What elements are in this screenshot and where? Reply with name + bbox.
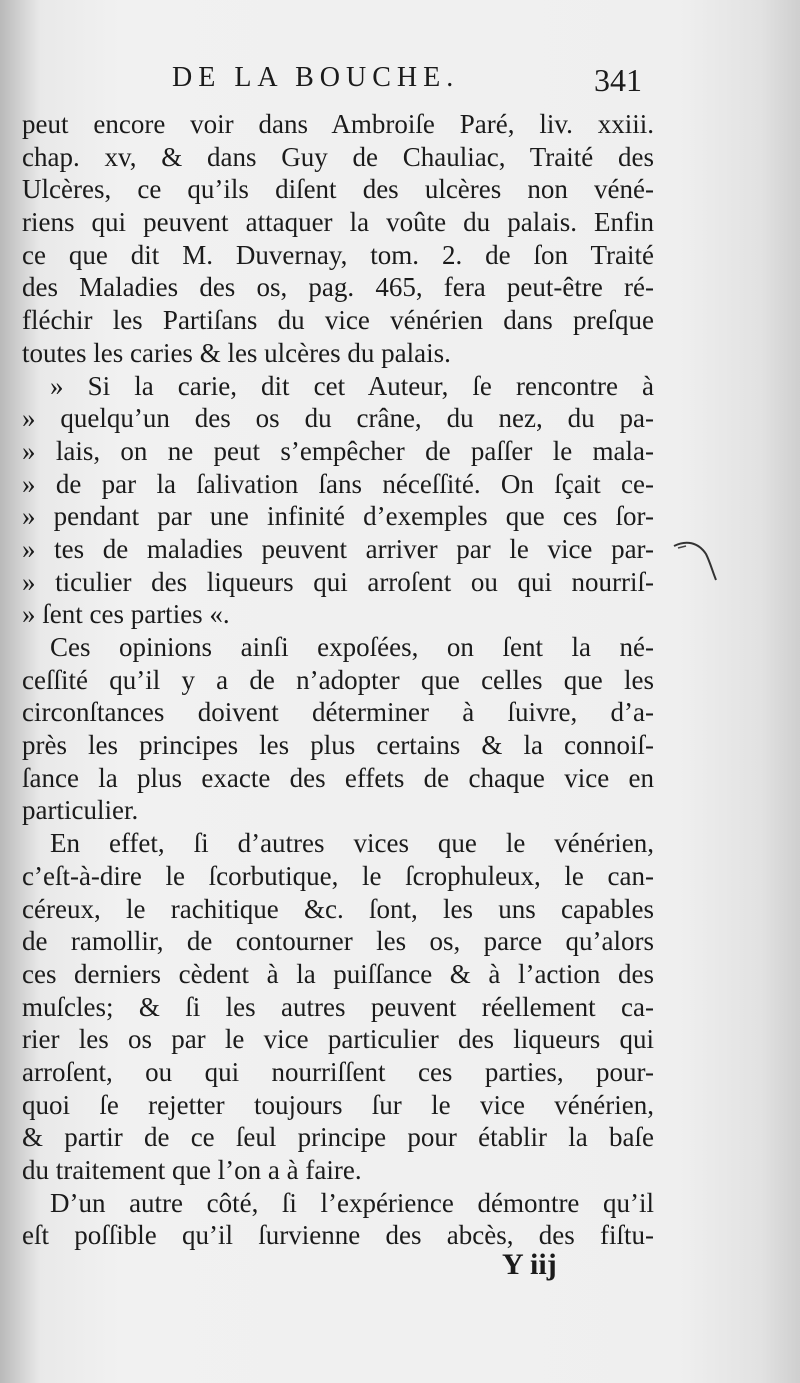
running-head	[22, 62, 662, 102]
page-number: 341	[594, 62, 642, 98]
text-line: chap. xv, & dans Guy de Chauliac, Traité des	[22, 141, 654, 172]
text-line: toutes les caries & les ulcères du palais.	[22, 337, 451, 368]
text-line: » pendant par une infinité d’exemples que ces ſor-	[22, 501, 654, 532]
text-line: ſance la plus exacte des effets de chaque vice en	[22, 762, 654, 793]
text-line: peut encore voir dans Ambroiſe Paré, liv. xxiii.	[22, 109, 654, 139]
text-line: ce que dit M. Duvernay, tom. 2. de ſon Traité	[22, 239, 654, 270]
text-line: muſcles; & ſi les autres peuvent réellement ca-	[22, 991, 654, 1022]
text-line: & partir de ce ſeul principe pour établir la baſe	[22, 1122, 654, 1153]
running-head-title: DE LA BOUCHE.	[172, 62, 460, 93]
text-line: ces derniers cèdent à la puiſſance & à l’action des	[22, 958, 654, 989]
body-text	[22, 108, 654, 1252]
text-line: de ramollir, de contourner les os, parce qu’alors	[22, 926, 654, 957]
text-line: » ticulier des liqueurs qui arroſent ou qui nourriſ-	[22, 566, 654, 597]
text-line: Ces opinions ainſi expoſées, on ſent la né-	[50, 632, 654, 662]
text-line: » Si la carie, dit cet Auteur, ſe rencontre à	[50, 370, 654, 401]
text-line: En effet, ſi d’autres vices que le vénérien,	[50, 828, 654, 859]
text-line: » quelqu’un des os du crâne, du nez, du pa-	[22, 403, 654, 434]
text-line: circonſtances doivent déterminer à ſuivre, d’a-	[22, 697, 654, 728]
text-line: Ulcères, ce qu’ils diſent des ulcères non véné-	[22, 174, 654, 205]
margin-ink-mark-icon	[672, 536, 720, 584]
text-line: fléchir les Partiſans du vice vénérien dans preſque	[22, 305, 654, 336]
text-line: c’eſt-à-dire le ſcorbutique, le ſcrophuleux, le can-	[22, 860, 654, 891]
text-line: » ſent ces parties «.	[22, 599, 230, 630]
text-line: du traitement que l’on a à faire.	[22, 1155, 362, 1185]
text-line: particulier.	[22, 795, 139, 826]
text-line: ceſſité qu’il y a de n’adopter que celles que les	[22, 664, 654, 695]
text-line: riens qui peuvent attaquer la voûte du palais. Enfin	[22, 207, 654, 238]
text-line: D’un autre côté, ſi l’expérience démontre qu’il	[50, 1187, 654, 1218]
text-line: quoi ſe rejetter toujours ſur le vice vénérien,	[22, 1089, 654, 1120]
signature-mark: Y iij	[502, 1248, 557, 1281]
text-line: eſt poſſible qu’il ſurvienne des abcès, des fiſtu-	[22, 1220, 654, 1251]
text-line: céreux, le rachitique &c. ſont, les uns capables	[22, 893, 654, 924]
text-line: » de par la ſalivation ſans néceſſité. On ſçait ce-	[22, 468, 654, 499]
text-line: arroſent, ou qui nourriſſent ces parties, pour-	[22, 1056, 654, 1087]
text-line: rier les os par le vice particulier des liqueurs qui	[22, 1024, 654, 1055]
text-line: des Maladies des os, pag. 465, fera peut-être ré-	[22, 272, 654, 303]
text-line: près les principes les plus certains & la connoiſ-	[22, 730, 654, 761]
text-line: » lais, on ne peut s’empêcher de paſſer le mala-	[22, 435, 654, 466]
text-line: » tes de maladies peuvent arriver par le vice par-	[22, 533, 654, 564]
